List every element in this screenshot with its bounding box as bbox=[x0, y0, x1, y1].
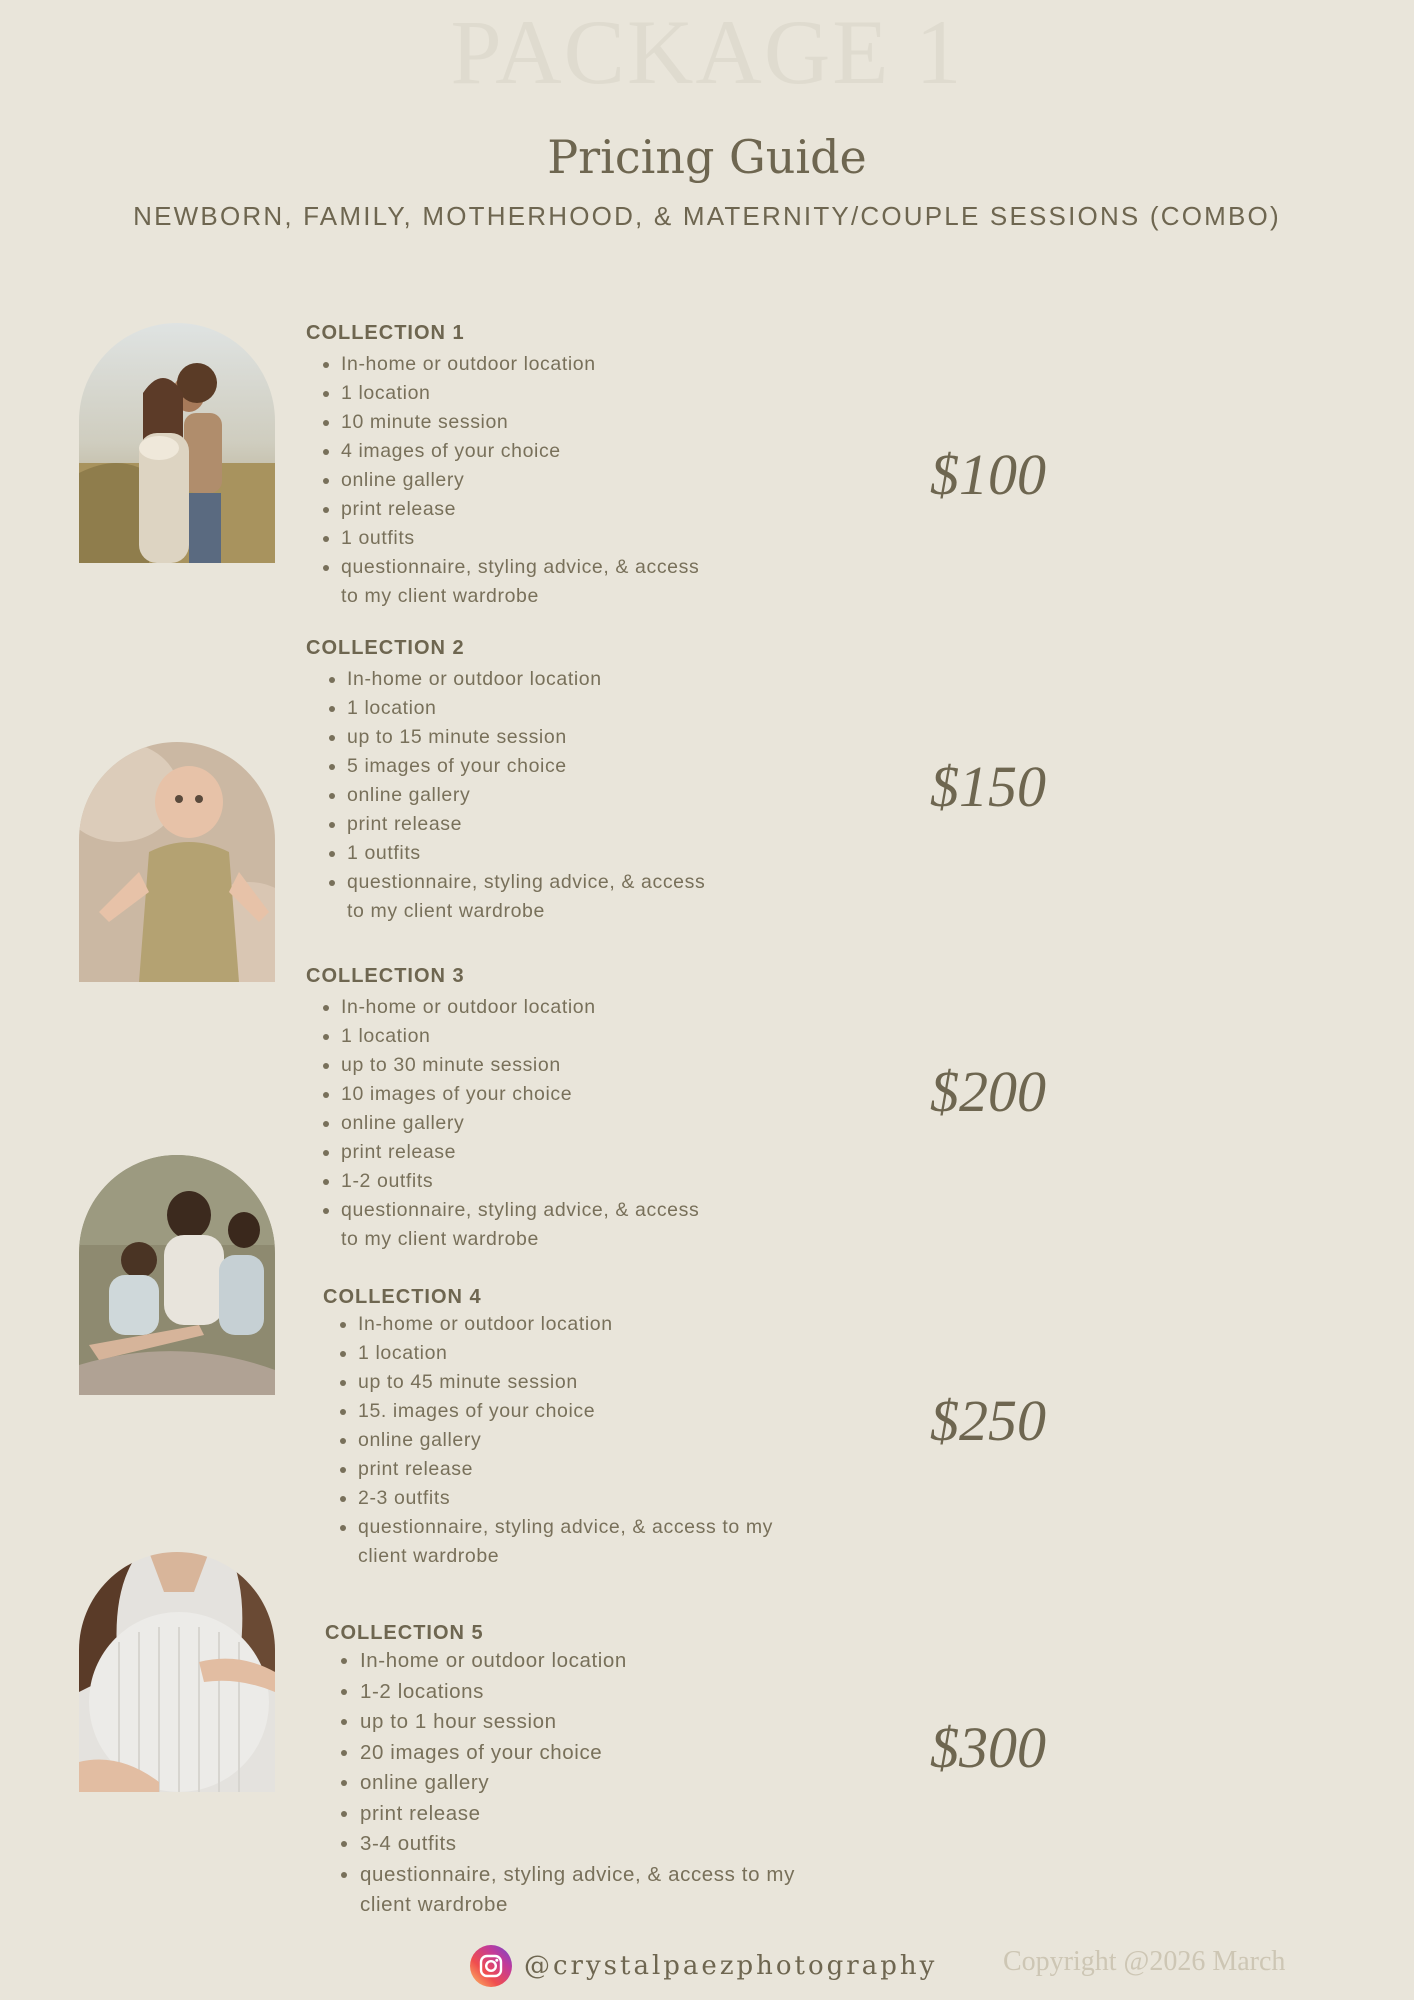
list-item: • up to 15 minute session bbox=[347, 723, 712, 752]
list-item: • 10 minute session bbox=[341, 408, 701, 437]
feature-list bbox=[306, 665, 712, 926]
list-item: • print release bbox=[341, 1138, 701, 1167]
list-item: • 4 images of your choice bbox=[341, 437, 701, 466]
feature-list bbox=[306, 993, 701, 1254]
feature-list bbox=[323, 1310, 788, 1571]
list-item: • up to 45 minute session bbox=[358, 1368, 788, 1397]
feature-list bbox=[306, 350, 701, 611]
list-item: • online gallery bbox=[341, 1109, 701, 1138]
list-item: • up to 1 hour session bbox=[360, 1707, 800, 1738]
list-item: • In-home or outdoor location bbox=[358, 1310, 788, 1339]
list-item: • In-home or outdoor location bbox=[341, 350, 701, 379]
list-item: • print release bbox=[347, 810, 712, 839]
list-item: • 1 location bbox=[341, 379, 701, 408]
price-collection-3: $200 bbox=[930, 1059, 1046, 1124]
list-item: • print release bbox=[341, 495, 701, 524]
collection-heading: COLLECTION 1 bbox=[306, 322, 465, 344]
list-item: • questionnaire, styling advice, & access to my client wardrobe bbox=[358, 1513, 788, 1571]
list-item: • 3-4 outfits bbox=[360, 1829, 800, 1860]
list-item: • 20 images of your choice bbox=[360, 1738, 800, 1769]
collection-heading: COLLECTION 4 bbox=[323, 1286, 482, 1308]
list-item: • 2-3 outfits bbox=[358, 1484, 788, 1513]
list-item: • questionnaire, styling advice, & access to my client wardrobe bbox=[341, 1196, 701, 1254]
instagram-icon bbox=[470, 1945, 512, 1987]
list-item: • 1-2 locations bbox=[360, 1677, 800, 1708]
list-item: • questionnaire, styling advice, & access to my client wardrobe bbox=[360, 1860, 800, 1921]
collection-3 bbox=[306, 965, 701, 1254]
collection-4 bbox=[323, 1286, 788, 1571]
motherhood-photo bbox=[79, 1155, 275, 1395]
list-item: • 5 images of your choice bbox=[347, 752, 712, 781]
list-item: • 1 outfits bbox=[341, 524, 701, 553]
list-item: • In-home or outdoor location bbox=[347, 665, 712, 694]
page-title: Pricing Guide bbox=[547, 130, 867, 184]
list-item: • 1 location bbox=[347, 694, 712, 723]
list-item: • print release bbox=[360, 1799, 800, 1830]
copyright-text: Copyright @2026 March bbox=[1003, 1946, 1286, 1977]
page-subtitle: NEWBORN, FAMILY, MOTHERHOOD, & MATERNITY/COUPLE SESSIONS (COMBO) bbox=[133, 201, 1281, 231]
list-item: • 15. images of your choice bbox=[358, 1397, 788, 1426]
price-collection-2: $150 bbox=[930, 754, 1046, 819]
instagram-handle[interactable] bbox=[470, 1944, 937, 1988]
list-item: • up to 30 minute session bbox=[341, 1051, 701, 1080]
list-item: • In-home or outdoor location bbox=[341, 993, 701, 1022]
price-collection-4: $250 bbox=[930, 1388, 1046, 1453]
baby-photo bbox=[79, 742, 275, 982]
collection-heading: COLLECTION 2 bbox=[306, 637, 465, 659]
list-item: • 1 location bbox=[341, 1022, 701, 1051]
collection-2 bbox=[306, 637, 712, 926]
feature-list bbox=[325, 1646, 800, 1921]
list-item: • 10 images of your choice bbox=[341, 1080, 701, 1109]
list-item: • 1 location bbox=[358, 1339, 788, 1368]
family-photo bbox=[79, 323, 275, 563]
list-item: • 1-2 outfits bbox=[341, 1167, 701, 1196]
list-item: • questionnaire, styling advice, & access to my client wardrobe bbox=[341, 553, 701, 611]
handle-text: @crystalpaezphotography bbox=[524, 1951, 938, 1981]
price-collection-1: $100 bbox=[930, 442, 1046, 507]
list-item: • online gallery bbox=[360, 1768, 800, 1799]
price-collection-5: $300 bbox=[930, 1715, 1046, 1780]
list-item: • questionnaire, styling advice, & access to my client wardrobe bbox=[347, 868, 712, 926]
list-item: • online gallery bbox=[347, 781, 712, 810]
maternity-photo bbox=[79, 1552, 275, 1792]
collection-1 bbox=[306, 322, 701, 611]
package-watermark: PACKAGE 1 bbox=[450, 1, 964, 103]
list-item: • online gallery bbox=[358, 1426, 788, 1455]
list-item: • online gallery bbox=[341, 466, 701, 495]
collection-heading: COLLECTION 3 bbox=[306, 965, 465, 987]
list-item: • print release bbox=[358, 1455, 788, 1484]
collection-heading: COLLECTION 5 bbox=[325, 1622, 484, 1644]
list-item: • 1 outfits bbox=[347, 839, 712, 868]
collection-5 bbox=[325, 1622, 800, 1921]
list-item: • In-home or outdoor location bbox=[360, 1646, 800, 1677]
